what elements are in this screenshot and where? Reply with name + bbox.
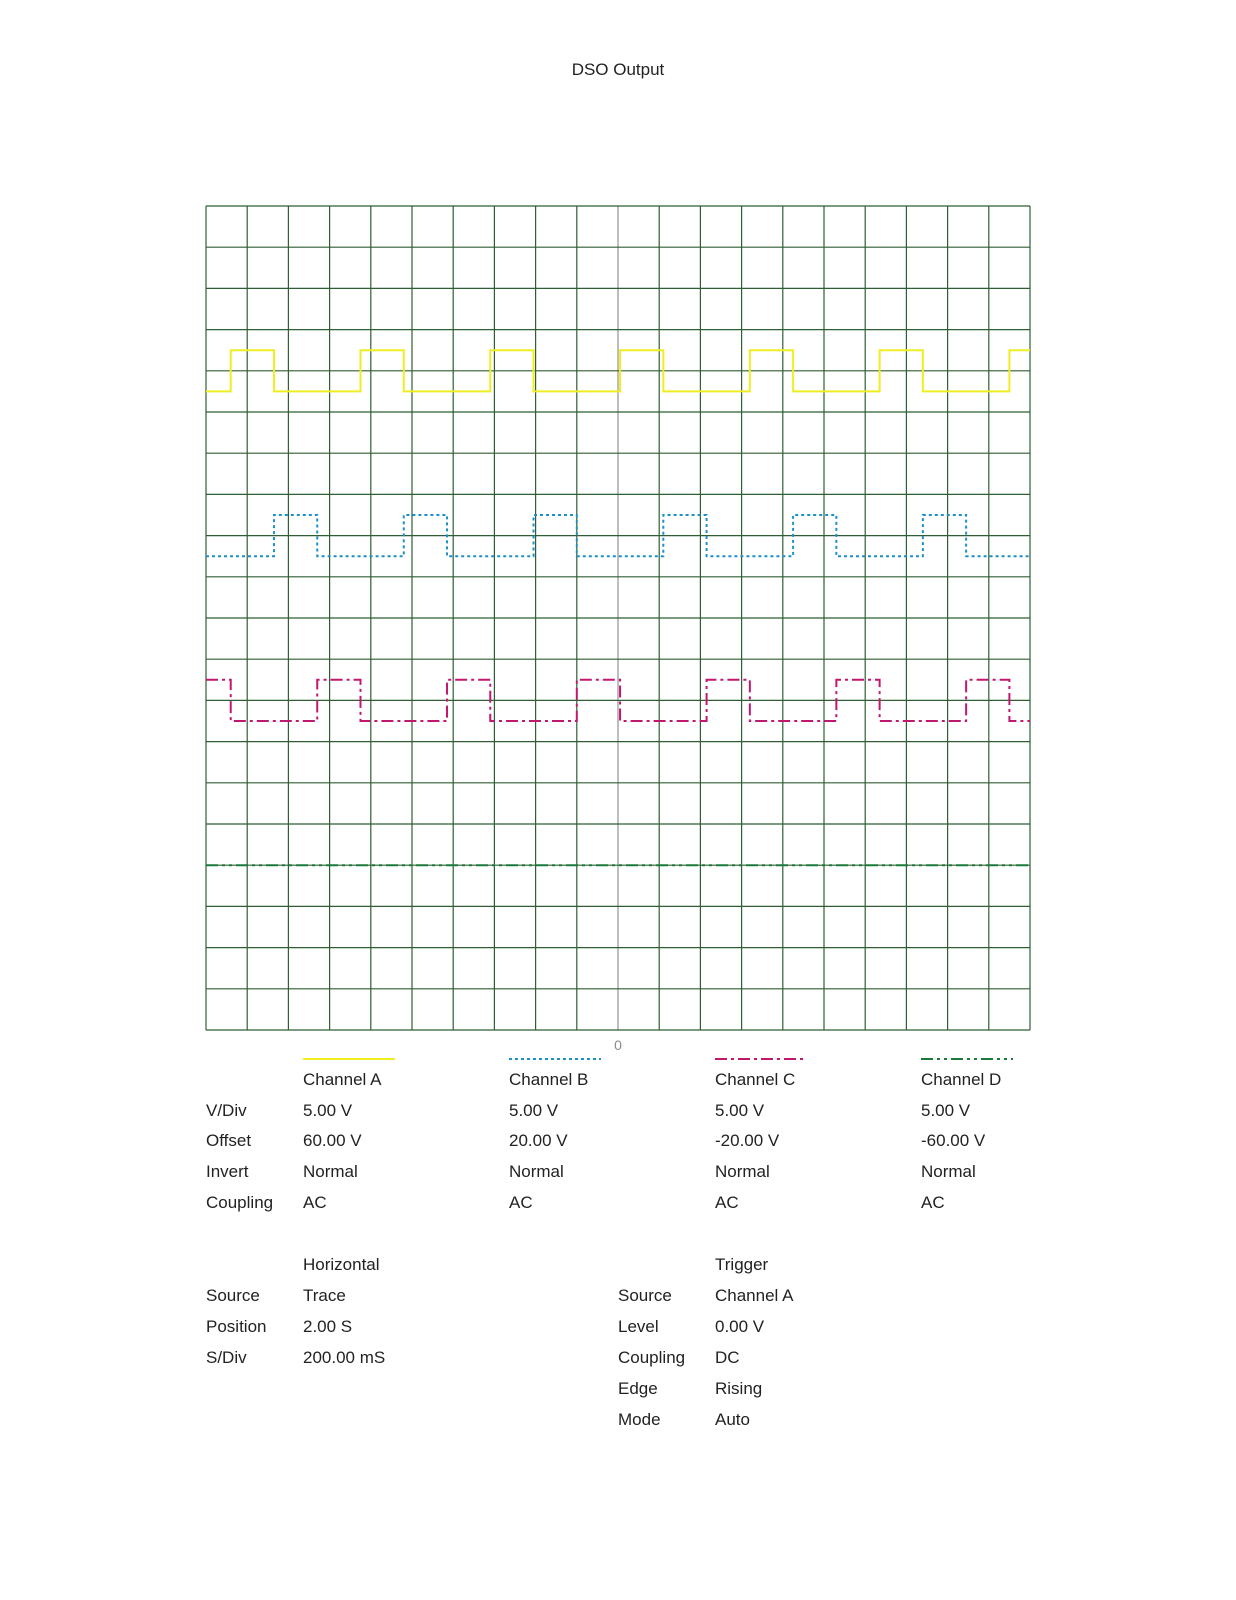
horizontal-value-position: 2.00 S — [303, 1317, 353, 1336]
channel-a-invert: Normal — [303, 1162, 358, 1181]
trigger-value-source: Channel A — [715, 1286, 794, 1305]
page-title: DSO Output — [571, 60, 665, 79]
trigger-heading: Trigger — [715, 1255, 769, 1274]
horizontal-label-source: Source — [206, 1286, 260, 1305]
channel-d-vdiv: 5.00 V — [921, 1101, 971, 1120]
trigger-value-mode: Auto — [715, 1410, 750, 1429]
channel-d-offset: -60.00 V — [921, 1131, 986, 1150]
horizontal-label-position: Position — [206, 1317, 267, 1336]
trigger-label-coupling: Coupling — [618, 1348, 686, 1367]
trigger-label-edge: Edge — [618, 1379, 658, 1398]
channel-b-coupling: AC — [509, 1193, 533, 1212]
x-tick-label-zero: 0 — [614, 1037, 622, 1053]
horizontal-value-source: Trace — [303, 1286, 346, 1305]
trigger-label-mode: Mode — [618, 1410, 661, 1429]
horizontal-heading: Horizontal — [303, 1255, 380, 1274]
trigger-label-level: Level — [618, 1317, 659, 1336]
trigger-value-coupling: DC — [715, 1348, 740, 1367]
row-label-vdiv: V/Div — [206, 1101, 247, 1120]
channel-d-coupling: AC — [921, 1193, 945, 1212]
trigger-value-level: 0.00 V — [715, 1317, 765, 1336]
channel-b-invert: Normal — [509, 1162, 564, 1181]
channel-b-vdiv: 5.00 V — [509, 1101, 559, 1120]
trigger-label-source: Source — [618, 1286, 672, 1305]
channel-b-name: Channel B — [509, 1070, 589, 1089]
channel-c-offset: -20.00 V — [715, 1131, 780, 1150]
grid — [206, 206, 1030, 1053]
channel-a-name: Channel A — [303, 1070, 382, 1089]
channel-c-name: Channel C — [715, 1070, 796, 1089]
channel-a-vdiv: 5.00 V — [303, 1101, 353, 1120]
row-label-invert: Invert — [206, 1162, 249, 1181]
channel-b-offset: 20.00 V — [509, 1131, 568, 1150]
horizontal-value-sdiv: 200.00 mS — [303, 1348, 386, 1367]
channel-d-invert: Normal — [921, 1162, 976, 1181]
channel-a-offset: 60.00 V — [303, 1131, 362, 1150]
channel-d-name: Channel D — [921, 1070, 1002, 1089]
trigger-value-edge: Rising — [715, 1379, 763, 1398]
channel-c-invert: Normal — [715, 1162, 770, 1181]
row-label-offset: Offset — [206, 1131, 252, 1150]
channel-c-vdiv: 5.00 V — [715, 1101, 765, 1120]
horizontal-label-sdiv: S/Div — [206, 1348, 247, 1367]
channel-c-coupling: AC — [715, 1193, 739, 1212]
row-label-coupling: Coupling — [206, 1193, 274, 1212]
channel-a-coupling: AC — [303, 1193, 327, 1212]
